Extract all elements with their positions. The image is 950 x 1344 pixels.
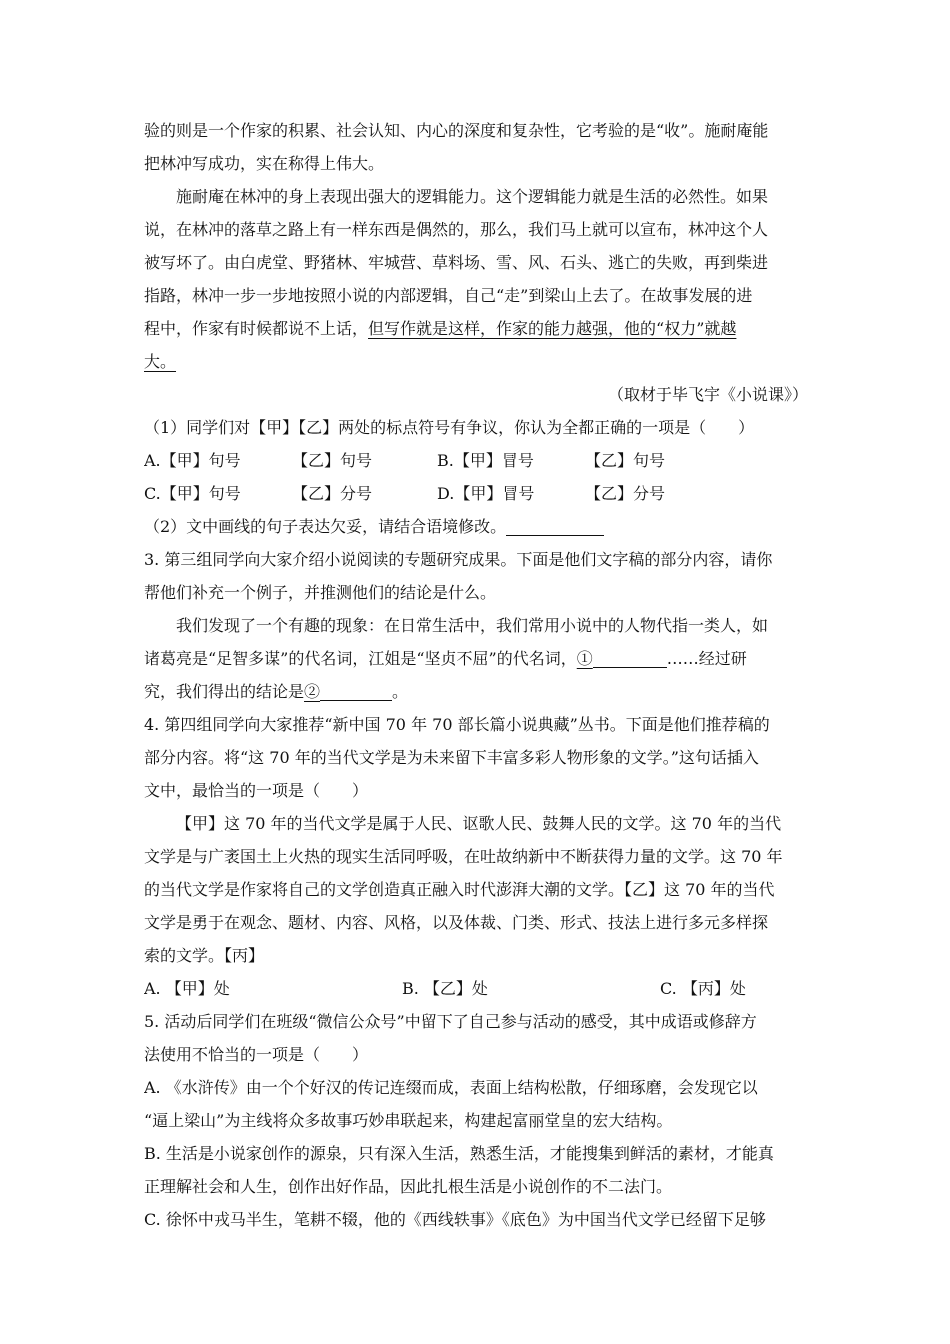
option-c[interactable]: C.【甲】句号 (144, 484, 241, 503)
option-c[interactable]: C. 【丙】处 (660, 979, 746, 998)
passage-line: 把林冲写成功，实在称得上伟大。 (144, 154, 385, 173)
passage-line: 被写坏了。由白虎堂、野猪林、牢城营、草料场、雪、风、石头、逃亡的失败，再到柴进 (144, 253, 769, 272)
question-4-stem: 部分内容。将“这 70 年的当代文学是为未来留下丰富多彩人物形象的文学。”这句话插入 (144, 748, 759, 767)
question-3-text-part: 。 (392, 682, 409, 701)
question-4-text: 文学是勇于在观念、题材、内容、风格，以及体裁、门类、形式、技法上进行多元多样探 (144, 913, 769, 932)
option-c-second: 【乙】分号 (292, 484, 373, 503)
underlined-sentence: 大。 (144, 352, 177, 371)
option-a[interactable]: A. 《水浒传》由一个个好汉的传记连缀而成，表面上结构松散，仔细琢磨，会发现它以 (144, 1078, 758, 1097)
question-4-text: 文学是与广袤国土上火热的现实生活同呼吸，在吐故纳新中不断获得力量的文学。这 70 年 (144, 847, 783, 866)
option-d[interactable]: D.【甲】冒号 (437, 484, 535, 503)
question-4-text: 索的文学。【丙】 (144, 946, 265, 965)
question-4-text: 的当代文学是作家将自己的文学创造真正融入时代澎湃大潮的文学。【乙】这 70 年的当代 (144, 880, 775, 899)
passage-line (144, 345, 808, 378)
question-3-text-part: ……经过研 (666, 649, 747, 668)
question-1-stem: （1）同学们对【甲】【乙】两处的标点符号有争议，你认为全都正确的一项是（ ） (144, 418, 755, 437)
option-c[interactable]: C. 徐怀中戎马半生，笔耕不辍，他的《西线轶事》《底色》为中国当代文学已经留下足够 (144, 1210, 766, 1229)
page-content (144, 114, 808, 1236)
option-b-continued: 正理解社会和人生，创作出好作品，因此扎根生活是小说创作的不二法门。 (144, 1177, 673, 1196)
answer-blank[interactable] (506, 515, 604, 536)
option-d-second: 【乙】分号 (585, 484, 666, 503)
question-1-options-row (144, 477, 808, 510)
passage-source: （取材于毕飞宇《小说课》） (607, 385, 808, 404)
option-a[interactable]: A.【甲】句号 (144, 451, 241, 470)
option-a-continued: “逼上梁山”为主线将众多故事巧妙串联起来，构建起富丽堂皇的宏大结构。 (144, 1111, 673, 1130)
question-3-stem: 帮他们补充一个例子，并推测他们的结论是什么。 (144, 583, 497, 602)
option-b[interactable]: B. 生活是小说家创作的源泉，只有深入生活，熟悉生活，才能搜集到鲜活的素材，才能真 (144, 1144, 774, 1163)
blank-marker-1: ① (576, 649, 593, 668)
question-5-stem: 法使用不恰当的一项是（ ） (144, 1045, 369, 1064)
question-1-options-row (144, 444, 808, 477)
option-a[interactable]: A. 【甲】处 (144, 979, 230, 998)
passage-line: 指路，林冲一步一步地按照小说的内部逻辑，自己“走”到梁山上去了。在故事发展的进 (144, 286, 753, 305)
option-a-second: 【乙】句号 (292, 451, 373, 470)
option-b[interactable]: B.【甲】冒号 (437, 451, 534, 470)
passage-line: 施耐庵在林冲的身上表现出强大的逻辑能力。这个逻辑能力就是生活的必然性。如果 (176, 187, 769, 206)
question-4-options-row (144, 972, 808, 1005)
passage-line (144, 312, 808, 345)
question-4-stem: 4. 第四组同学向大家推荐“新中国 70 年 70 部长篇小说典藏”丛书。下面是他们推荐稿的 (144, 715, 770, 734)
question-4-text: 【甲】这 70 年的当代文学是属于人民、讴歌人民、鼓舞人民的文学。这 70 年的当代 (176, 814, 782, 833)
question-4-stem: 文中，最恰当的一项是（ ） (144, 781, 369, 800)
question-3-stem: 3. 第三组同学向大家介绍小说阅读的专题研究成果。下面是他们文字稿的部分内容，请你 (144, 550, 773, 569)
question-3-text (144, 642, 808, 675)
question-2 (144, 510, 808, 543)
underlined-sentence: 但写作就是这样，作家的能力越强，他的“权力”就越 (368, 319, 737, 338)
question-3-text-part: 究，我们得出的结论是 (144, 682, 305, 701)
answer-blank-1[interactable] (593, 647, 667, 668)
option-b[interactable]: B. 【乙】处 (402, 979, 488, 998)
question-3-text: 我们发现了一个有趣的现象：在日常生活中，我们常用小说中的人物代指一类人，如 (176, 616, 769, 635)
passage-line: 验的则是一个作家的积累、社会认知、内心的深度和复杂性，它考验的是“收”。施耐庵能 (144, 121, 769, 140)
question-3-text (144, 675, 808, 708)
passage-text: 程中，作家有时候都说不上话， (144, 319, 369, 338)
question-5-stem: 5. 活动后同学们在班级“微信公众号”中留下了自己参与活动的感受，其中成语或修辞方 (144, 1012, 757, 1031)
blank-marker-2: ② (304, 682, 321, 701)
answer-blank-2[interactable] (320, 680, 392, 701)
option-b-second: 【乙】句号 (585, 451, 666, 470)
question-2-stem: （2）文中画线的句子表达欠妥，请结合语境修改。 (144, 517, 507, 536)
question-3-text-part: 诸葛亮是“足智多谋”的代名词，江姐是“坚贞不屈”的代名词， (144, 649, 577, 668)
passage-line: 说，在林冲的落草之路上有一样东西是偶然的，那么，我们马上就可以宣布，林冲这个人 (144, 220, 769, 239)
